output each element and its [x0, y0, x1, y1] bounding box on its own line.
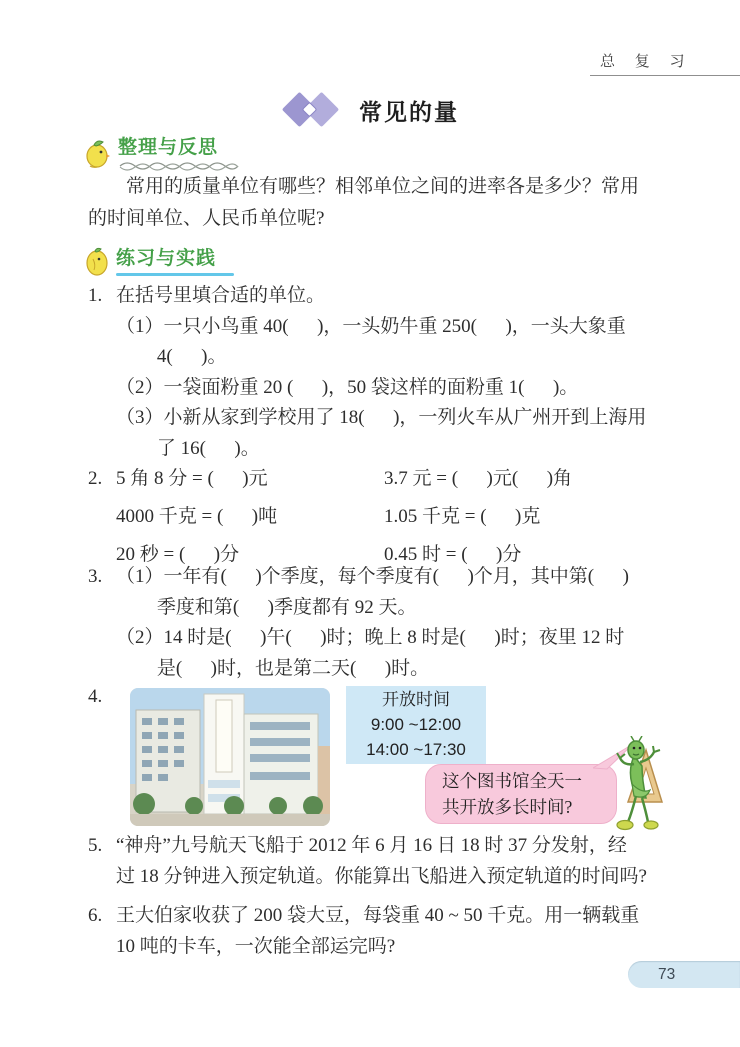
chick-icon [84, 136, 112, 170]
library-photo [130, 688, 330, 826]
section-review-header [84, 136, 240, 171]
conversion-item: 0.45 时 = ( )分 [384, 544, 522, 565]
library-building-illustration [130, 688, 330, 826]
straight-underline [116, 273, 234, 276]
speech-bubble-line: 共开放多长时间? [442, 797, 573, 817]
opening-hours-title: 开放时间 [382, 690, 450, 709]
exercise-1-item: 4( )。 [156, 346, 227, 367]
chapter-title: 常见的量 [359, 98, 459, 125]
exercise-1-item: （1）一只小鸟重 40( )，一头奶牛重 250( )，一头大象重 [116, 315, 626, 337]
exercise-number: 6. [88, 905, 103, 926]
exercise-6 [88, 900, 710, 962]
review-intro [88, 171, 708, 234]
intro-line: 的时间单位、人民币单位呢? [88, 207, 325, 229]
chick-icon [84, 247, 110, 277]
conversion-item: 1.05 千克 = ( )克 [384, 506, 541, 527]
conversion-item: 4000 千克 = ( )吨 [116, 506, 278, 527]
exercise-3-item: （2）14 时是( )午( )时；晚上 8 时是( )时；夜里 12 时 [116, 627, 625, 648]
exercise-number: 3. [88, 566, 103, 587]
exercise-3-item: 是( )时，也是第二天( )时。 [156, 657, 430, 679]
exercise-number: 2. [88, 468, 103, 489]
section-review-label: 整理与反思 [118, 137, 219, 158]
exercise-6-line: 王大伯家收获了 200 袋大豆，每袋重 40 ~ 50 千克。用一辆载重 [116, 905, 640, 926]
exercise-3 [88, 562, 710, 684]
exercise-5 [88, 830, 710, 892]
conversion-item: 5 角 8 分 = ( )元 [116, 468, 268, 489]
section-practice-label: 练习与实践 [116, 248, 217, 269]
wavy-underline [118, 161, 240, 171]
intro-line: 常用的质量单位有哪些？相邻单位之间的进率各是多少？常用 [126, 176, 640, 197]
conversion-item: 20 秒 = ( )分 [116, 544, 240, 565]
exercise-4 [88, 684, 710, 844]
exercise-6-line: 10 吨的卡车，一次能全部运完吗? [116, 936, 396, 957]
exercise-3-item: （1）一年有( )个季度，每个季度有( )个月，其中第( ) [116, 566, 629, 587]
mantis-character [612, 736, 670, 834]
running-head [590, 48, 740, 76]
speech-bubble-line: 这个图书馆全天一 [442, 771, 582, 791]
exercise-number: 1. [88, 285, 103, 306]
conversion-item: 3.7 元 = ( )元( )角 [384, 468, 573, 489]
running-head-label: 总 复 习 [600, 54, 693, 70]
exercise-number: 5. [88, 835, 103, 856]
exercise-5-line: 过 18 分钟进入预定轨道。你能算出飞船进入预定轨道的时间吗? [116, 866, 647, 887]
speech-bubble [425, 764, 617, 824]
opening-hours-morning: 9:00 ~12:00 [370, 715, 462, 734]
page-number-pill [628, 961, 740, 988]
exercise-1-item: （3）小新从家到学校用了 18( )，一列火车从广州开到上海用 [116, 407, 647, 428]
exercise-1 [88, 281, 710, 464]
opening-hours-afternoon: 14:00 ~17:30 [366, 740, 466, 759]
exercise-5-line: “神舟”九号航天飞船于 2012 年 6 月 16 日 18 时 37 分发射，经 [116, 835, 627, 856]
page-number: 73 [658, 965, 676, 983]
exercise-number: 4. [88, 686, 103, 707]
exercise-1-title: 在括号里填合适的单位。 [116, 285, 326, 306]
exercise-1-item: （2）一袋面粉重 20 ( )，50 袋这样的面粉重 1( )。 [116, 376, 579, 398]
opening-hours-box [346, 686, 486, 764]
exercise-3-item: 季度和第( )季度都有 92 天。 [156, 596, 417, 618]
section-practice-header [84, 247, 234, 277]
exercise-1-item: 了 16( )。 [156, 437, 260, 459]
chapter-title-row [0, 92, 740, 128]
exercise-2 [88, 460, 710, 574]
double-diamond-icon [281, 92, 343, 128]
